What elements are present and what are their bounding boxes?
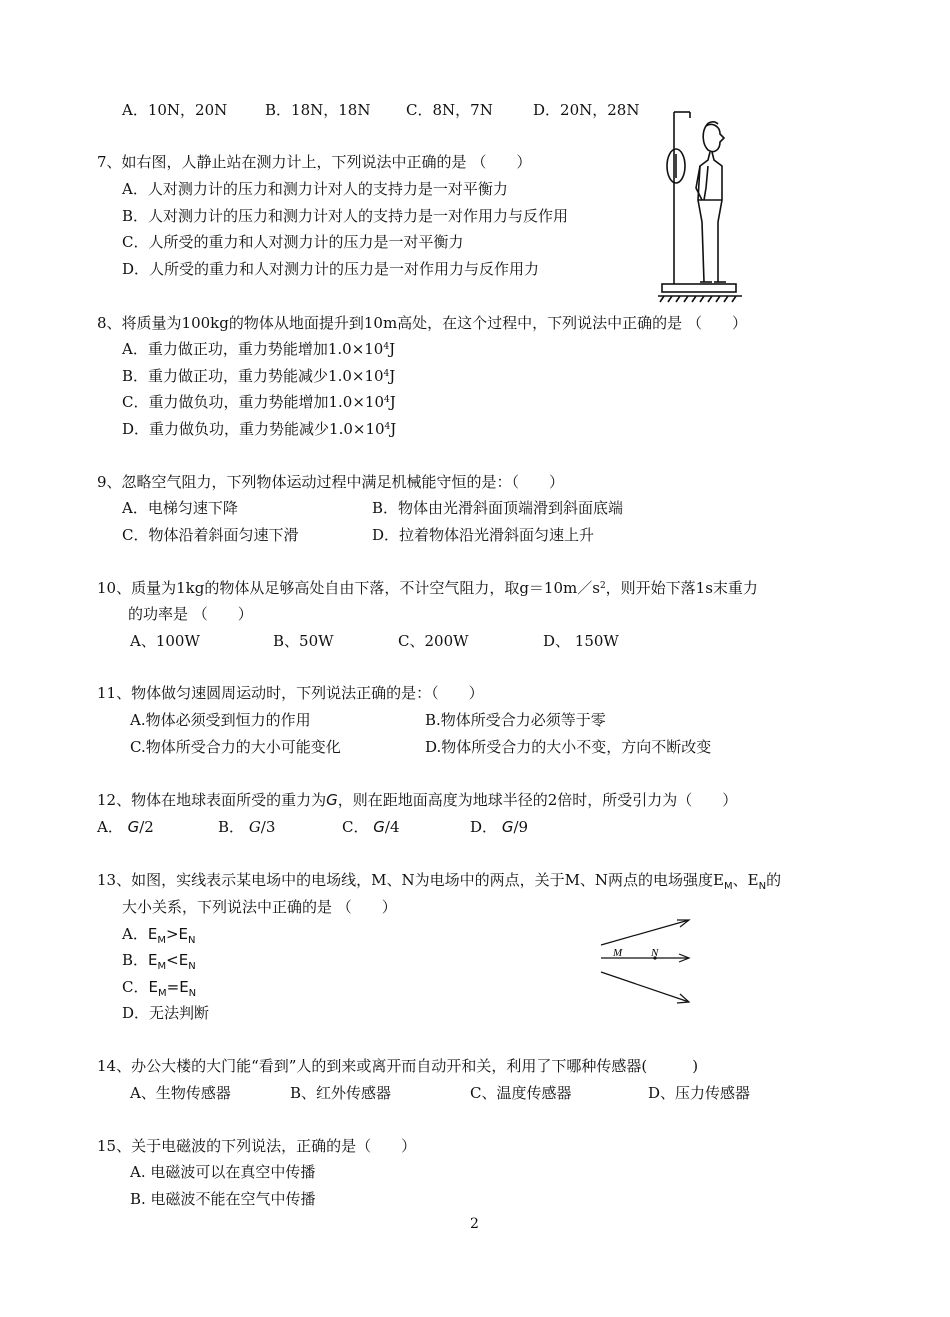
q9-option-c: C．物体沿着斜面匀速下滑 xyxy=(122,526,299,544)
q12-option-b: B． G/3 xyxy=(218,818,276,836)
q7-option-d: D．人所受的重力和人对测力计的压力是一对作用力与反作用力 xyxy=(122,260,540,278)
q11-option-b: B.物体所受合力必须等于零 xyxy=(425,711,606,729)
q11-option-c: C.物体所受合力的大小可能变化 xyxy=(130,738,341,756)
q13-option-a: A．$E_M>E_N$ xyxy=(122,925,196,946)
q12-option-c: C． G/4 xyxy=(342,818,400,836)
q14-option-c: C、温度传感器 xyxy=(470,1084,572,1102)
q15-option-a: A. 电磁波可以在真空中传播 xyxy=(130,1163,316,1181)
q10-stem-line1: 10、质量为1kg的物体从足够高处自由下落，不计空气阻力，取$g=10m/s^2$，则开始下落1s末重力 xyxy=(97,579,758,597)
q15-stem: 15、关于电磁波的下列说法，正确的是（ ） xyxy=(97,1137,417,1155)
q8-option-d: D．重力做负功，重力势能减少$1.0\times 10^4J$ xyxy=(122,420,397,438)
point-m-label: M xyxy=(613,947,623,959)
q6-option-a: A．10N，20N xyxy=(122,101,228,119)
q12-stem: 12、物体在地球表面所受的重力为G，则在距地面高度为地球半径的2倍时，所受引力为（ ） xyxy=(97,791,738,809)
q10-option-d: D、 150W xyxy=(543,632,619,650)
q14-stem: 14、办公大楼的大门能“看到”人的到来或离开而自动开和关，利用了下哪种传感器( ) xyxy=(97,1057,699,1075)
field-line-top xyxy=(601,920,689,945)
q9-option-a: A．电梯匀速下降 xyxy=(122,499,238,517)
q8-stem: 8、将质量为100kg的物体从地面提升到10m高处，在这个过程中，下列说法中正确的是 （ ） xyxy=(97,314,747,332)
q14-option-a: A、生物传感器 xyxy=(130,1084,231,1102)
q11-stem: 11、物体做匀速圆周运动时，下列说法正确的是：（ ） xyxy=(97,684,484,702)
q10-option-a: A、100W xyxy=(130,632,200,650)
person-on-scale-figure xyxy=(656,104,746,304)
q12-option-a: A． G/2 xyxy=(97,818,154,836)
q14-option-d: D、压力传感器 xyxy=(648,1084,751,1102)
q10-stem-line2: 的功率是 （ ） xyxy=(128,605,253,623)
q14-option-b: B、红外传感器 xyxy=(290,1084,392,1102)
q6-option-b: B．18N，18N xyxy=(265,101,371,119)
q7-option-b: B．人对测力计的压力和测力计对人的支持力是一对作用力与反作用 xyxy=(122,207,569,225)
q10-option-b: B、50W xyxy=(273,632,334,650)
q13-option-d: D．无法判断 xyxy=(122,1004,210,1022)
page-number: 2 xyxy=(470,1216,479,1232)
q11-option-a: A.物体必须受到恒力的作用 xyxy=(130,711,311,729)
q8-option-c: C．重力做负功，重力势能增加$1.0\times 10^4J$ xyxy=(122,393,396,411)
q13-stem-line2: 大小关系，下列说法中正确的是 （ ） xyxy=(122,898,397,916)
electric-field-lines-figure xyxy=(597,912,697,1008)
q7-option-a: A．人对测力计的压力和测力计对人的支持力是一对平衡力 xyxy=(122,180,508,198)
q13-stem-line1: 13、如图，实线表示某电场中的电场线，M、N为电场中的两点，关于M、N两点的电场强度$E_M$、$E_N$的 xyxy=(97,871,782,892)
q8-option-b: B．重力做正功，重力势能减少$1.0\times 10^4J$ xyxy=(122,367,396,385)
q6-option-d: D．20N，28N xyxy=(533,101,640,119)
q7-option-c: C．人所受的重力和人对测力计的压力是一对平衡力 xyxy=(122,233,464,251)
q15-option-b: B. 电磁波不能在空气中传播 xyxy=(130,1190,316,1208)
q13-option-b: B．$E_M<E_N$ xyxy=(122,951,196,972)
q13-option-c: C．$E_M=E_N$ xyxy=(122,978,197,999)
q12-option-d: D． G/9 xyxy=(470,818,529,836)
q8-option-a: A．重力做正功，重力势能增加$1.0\times 10^4J$ xyxy=(122,340,396,358)
q9-option-d: D．拉着物体沿光滑斜面匀速上升 xyxy=(372,526,595,544)
q9-stem: 9、忽略空气阻力，下列物体运动过程中满足机械能守恒的是：（ ） xyxy=(97,473,565,491)
q7-stem: 7、如右图，人静止站在测力计上，下列说法中正确的是 （ ） xyxy=(97,153,532,171)
field-line-bottom xyxy=(601,972,689,1002)
q6-option-c: C．8N，7N xyxy=(406,101,493,119)
q11-option-d: D.物体所受合力的大小不变，方向不断改变 xyxy=(425,738,712,756)
point-n-label: N xyxy=(651,947,659,959)
q9-option-b: B．物体由光滑斜面顶端滑到斜面底端 xyxy=(372,499,624,517)
q10-option-c: C、200W xyxy=(398,632,469,650)
